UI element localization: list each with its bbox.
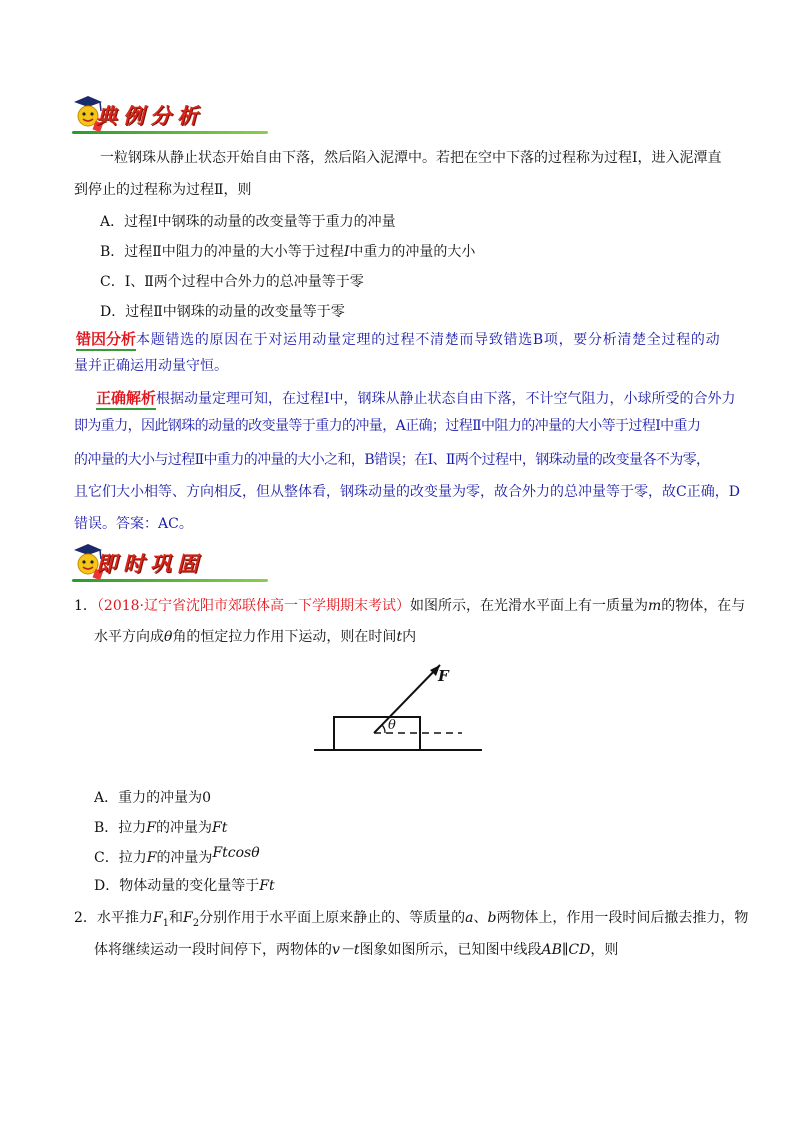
error-label-underline (76, 349, 136, 351)
q1-source: （2018·辽宁省沈阳市郊联体高一下学期期末考试） (96, 598, 410, 614)
correct-analysis-label: 正确解析 (96, 389, 157, 407)
q1-stem2-a: 水平方向成 (94, 629, 164, 645)
q2-f2-sub: 2 (192, 917, 200, 929)
section-heading-examples (58, 98, 278, 138)
q1-option-c-mid: 的冲量为 (156, 850, 213, 866)
error-analysis-text: 本题错选的原因在于对运用动量定理的过程不清楚而导致错选B项，要分析清楚全过程的动 (136, 332, 721, 348)
q1-stem-a: 如图所示，在光滑水平面上有一质量为 (410, 598, 648, 614)
q1-figure-force-label: F (438, 667, 449, 685)
q1-stem-line1 (74, 596, 745, 616)
q2-number: 2． (74, 910, 97, 926)
q2-var-b: b (487, 910, 497, 926)
q1-option-b-mid: 的冲量为 (156, 820, 213, 836)
q2-stem2-c: ，则 (590, 942, 619, 958)
q2-sep: 、 (473, 910, 488, 926)
q2-f1-sub: 1 (162, 917, 170, 929)
section-title: 典例分析 (96, 103, 204, 128)
q2-stem-b: 分别作用于水平面上原来静止的、等质量的 (199, 910, 466, 926)
q1-option-c-var: F (146, 850, 157, 866)
error-analysis-line2: 量并正确运用动量守恒。 (74, 358, 228, 374)
q1-var-theta: θ (164, 629, 173, 645)
section-title: 即时巩固 (96, 551, 204, 576)
q1-option-c-text: C．拉力 (94, 850, 147, 866)
correct-analysis-line3: 的冲量的大小与过程Ⅱ中重力的冲量的大小之和，B错误；在Ⅰ、Ⅱ两个过程中，钢珠动量的改变量各不为零， (74, 452, 710, 468)
example-stem-line2: 到停止的过程称为过程Ⅱ，则 (74, 182, 252, 198)
q2-f1: F (152, 910, 163, 926)
option-b-tail: 中重力的冲量的大小 (349, 244, 476, 260)
correct-analysis-line5: 错误。答案：AC。 (74, 516, 193, 532)
q1-option-b-expr: Ft (212, 820, 228, 836)
q1-stem2-c: 内 (402, 629, 417, 645)
correct-analysis-line2: 即为重力，因此钢珠的动量的改变量等于重力的冲量，A正确；过程Ⅱ中阻力的冲量的大小等于过程Ⅰ中重力 (74, 418, 701, 434)
q2-and: 和 (169, 910, 184, 926)
q1-option-d-text: D．物体动量的变化量等于 (94, 878, 260, 894)
option-b-var: I (343, 244, 350, 260)
q1-number: 1． (74, 598, 97, 614)
q1-var-t: t (396, 629, 403, 645)
correct-analysis-line4: 且它们大小相等、方向相反，但从整体看，钢珠动量的改变量为零，故合外力的总冲量等于零，故C正确，D (74, 484, 740, 500)
q1-stem2-b: 角的恒定拉力作用下运动，则在时间 (172, 629, 397, 645)
q2-stem2-a: 体将继续运动一段时间停下，两物体的 (94, 942, 332, 958)
q2-segs: AB∥CD (541, 942, 591, 958)
section-underline (72, 579, 268, 582)
option-b-text: B．过程Ⅱ中阻力的冲量的大小等于过程 (100, 244, 344, 260)
section-heading-practice (58, 546, 278, 586)
q2-stem2-b: 图象如图所示，已知图中线段 (359, 942, 542, 958)
section-underline (72, 131, 268, 134)
q2-vt: v－t (332, 942, 360, 958)
q1-option-b (94, 818, 227, 838)
q1-option-c-expr: Ftcosθ (212, 845, 260, 861)
q2-stem-line1 (74, 908, 748, 934)
q1-stem-line2 (94, 627, 416, 647)
correct-analysis (96, 388, 736, 409)
q1-option-b-var: F (146, 820, 157, 836)
answer-label-underline (96, 408, 156, 410)
option-d: D．过程Ⅱ中钢珠的动量的改变量等于零 (100, 304, 345, 320)
q1-option-b-text: B．拉力 (94, 820, 147, 836)
q2-f2: F (183, 910, 193, 926)
option-a: A．过程Ⅰ中钢珠的动量的改变量等于重力的冲量 (100, 214, 396, 230)
example-stem-line1: 一粒钢珠从静止状态开始自由下落，然后陷入泥潭中。若把在空中下落的过程称为过程Ⅰ，进入泥潭直 (100, 150, 722, 166)
q2-stem-c: 两物体上，作用一段时间后撤去推力，物 (496, 910, 749, 926)
q1-figure-angle-label: θ (388, 718, 396, 733)
q1-option-d-expr: Ft (259, 878, 275, 894)
error-analysis (76, 329, 720, 350)
option-c: C．Ⅰ、Ⅱ两个过程中合外力的总冲量等于零 (100, 274, 364, 290)
q1-option-c (94, 845, 260, 868)
error-analysis-label: 错因分析 (76, 330, 137, 348)
q1-figure (312, 655, 488, 755)
q2-var-a: a (465, 910, 474, 926)
q1-var-m: m (648, 598, 662, 614)
q1-stem-b: 的物体，在与 (661, 598, 746, 614)
q1-option-d (94, 876, 275, 896)
q2-stem-line2 (94, 940, 618, 960)
option-b (100, 242, 475, 262)
correct-analysis-line1: 根据动量定理可知，在过程Ⅰ中，钢珠从静止状态自由下落，不计空气阻力，小球所受的合外力 (156, 391, 736, 407)
q2-stem-a: 水平推力 (96, 910, 153, 926)
q1-option-a: A．重力的冲量为0 (94, 790, 212, 806)
